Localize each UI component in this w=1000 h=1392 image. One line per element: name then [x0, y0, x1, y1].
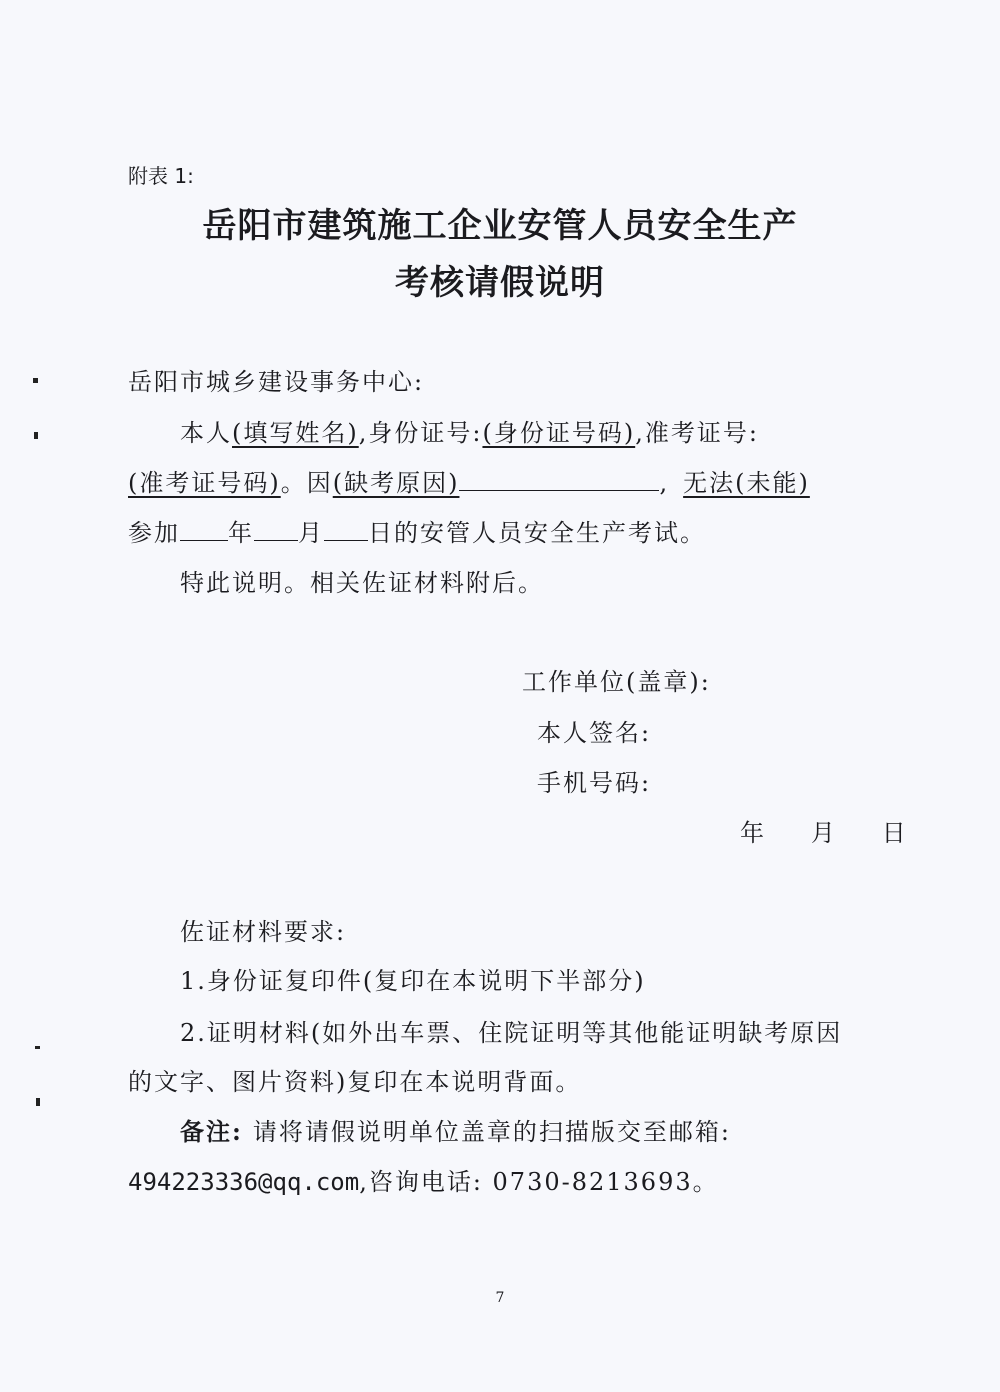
text-segment: 参加: [128, 519, 180, 547]
note-line2: [128, 1162, 719, 1197]
month-label: 月: [298, 519, 324, 547]
statement-line3: [128, 513, 706, 548]
year-blank: [180, 518, 228, 541]
statement-line1: [180, 413, 759, 448]
salutation: 岳阳市城乡建设事务中心:: [128, 368, 425, 396]
punch-mark: [35, 1046, 40, 1049]
day-blank: [324, 518, 368, 541]
requirements-heading: 佐证材料要求:: [180, 918, 347, 946]
reason-blank: [459, 468, 659, 491]
note-line1: [180, 1112, 731, 1147]
page-number: 7: [495, 1290, 505, 1306]
document-title-line1: 岳阳市建筑施工企业安管人员安全生产: [202, 206, 798, 246]
text-segment: 。因: [280, 469, 333, 497]
month-blank: [254, 518, 298, 541]
absence-reason-field: (缺考原因): [332, 469, 460, 497]
note-label: 备注:: [180, 1117, 243, 1146]
text-segment: ,身份证号:: [358, 419, 483, 447]
requirement-item-1: 1.身份证复印件(复印在本说明下半部分): [180, 967, 646, 995]
punch-mark: [33, 378, 38, 383]
requirement-item-2: 2.证明材料(如外出车票、住院证明等其他能证明缺考原因: [180, 1019, 843, 1047]
annex-label: 附表 1:: [128, 164, 194, 188]
closing-statement: 特此说明。相关佐证材料附后。: [180, 569, 544, 597]
punch-mark: [36, 1098, 40, 1106]
text-segment: ,: [659, 469, 670, 497]
requirement-item-2-cont: 的文字、图片资料)复印在本说明背面。: [128, 1068, 582, 1096]
punch-mark: [34, 432, 38, 439]
contact-email: 494223336@qq.com: [128, 1168, 360, 1196]
statement-line2: [128, 463, 810, 498]
text-segment: ,准考证号:: [635, 419, 759, 447]
admission-number-field: (准考证号码): [128, 469, 281, 497]
contact-phone: ,咨询电话: 0730-8213693。: [359, 1168, 719, 1196]
id-number-field: (身份证号码): [482, 419, 636, 447]
text-segment: 本人: [180, 419, 232, 447]
phone-label: 手机号码:: [537, 769, 652, 797]
work-unit-label: 工作单位(盖章):: [522, 668, 711, 696]
note-text: 请将请假说明单位盖章的扫描版交至邮箱:: [252, 1118, 731, 1146]
document-title-line2: 考核请假说明: [395, 263, 605, 303]
signature-label: 本人签名:: [537, 719, 652, 747]
text-segment: 日的安管人员安全生产考试。: [368, 519, 706, 547]
unable-field: 无法(未能): [683, 469, 810, 497]
year-label: 年: [228, 519, 254, 547]
name-field: (填写姓名): [232, 419, 359, 447]
date-line: 年 月 日: [740, 819, 912, 847]
